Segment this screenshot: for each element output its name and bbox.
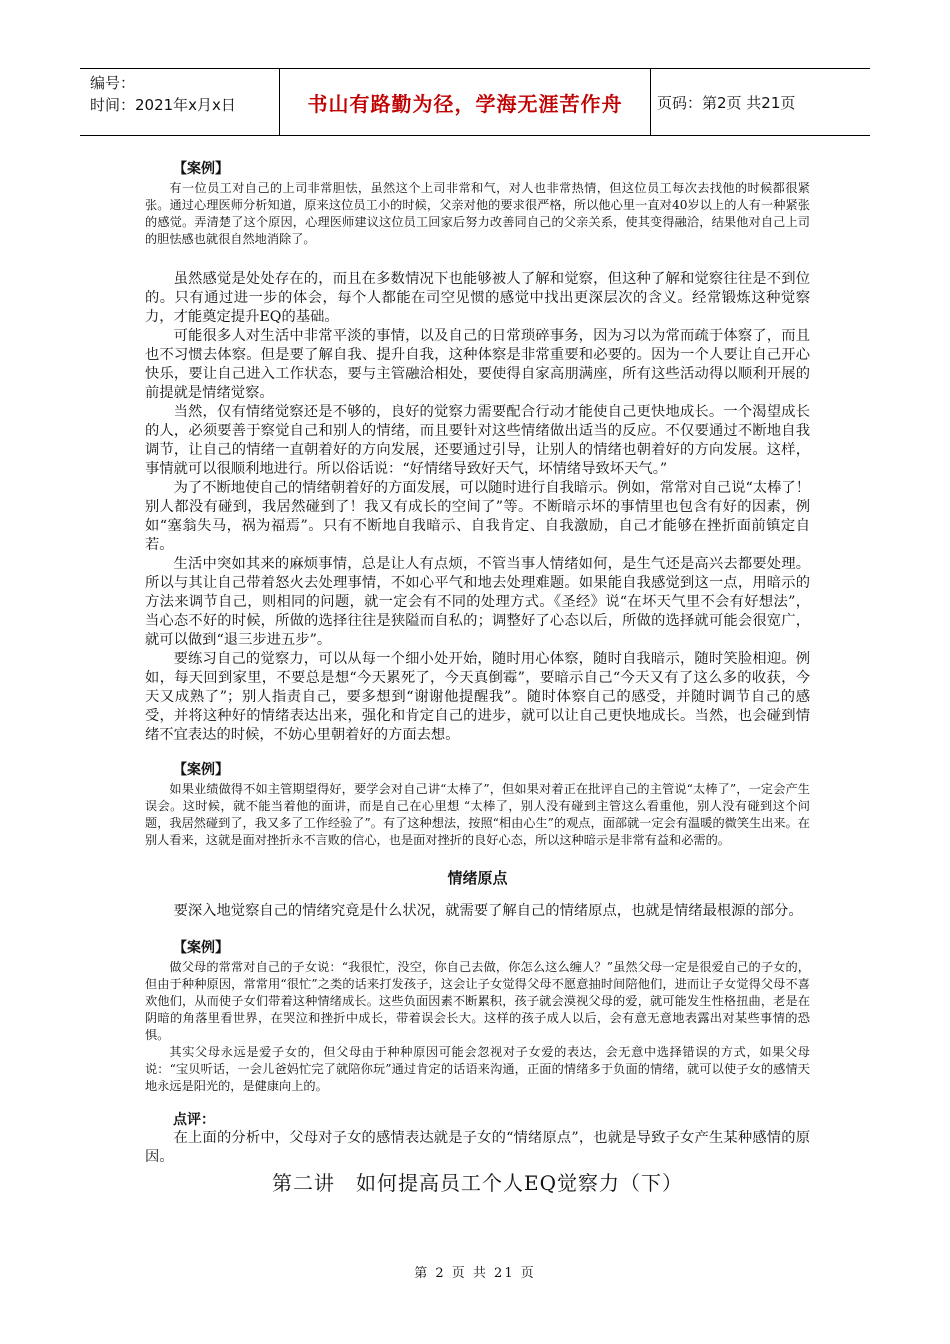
body-paragraph: 可能很多人对生活中非常平淡的事情，以及自己的日常琐碎事务，因为习以为常而疏于体察了，而且也不习惯去体察。但是要了解自我、提升自我，这种体察是非常重要和必要的。因为一个人要让自己开心快乐，要让自己进入工作状态，要与主管融洽相处，要使得自家高朋满座，所有这些活动得以顺利开展的前提就是情绪觉察。 [145,328,810,401]
case-title: 【案例】 [173,161,229,177]
section-heading: 情绪原点 [447,869,508,887]
case-block [145,759,810,849]
case-block [145,937,810,1095]
body-paragraph: 虽然感觉是处处存在的，而且在多数情况下也能够被人了解和觉察，但这种了解和觉察往往是不到位的。只有通过进一步的体会，每个人都能在司空见惯的感觉中找出更深层次的含义。经常锻炼这种觉察力，才能奠定提升EQ的基础。 [145,271,810,325]
page-footer: 第 2 页 共 21 页 [414,1266,536,1281]
case-body: 如果业绩做得不如主管期望得好，要学会对自己讲“太棒了”，但如果对着正在批评自己的主管说“太棒了”，一定会产生误会。这时候，就不能当着他的面讲，而是自己在心里想 “太棒了，别人没有碰到主管这么看重他，别人没有碰到这个问题，我居然碰到了，我又多了工作经验了”。有了这种想法，按照“相由心生”的观点，面部就一定会有温暖的微笑生出来。在别人看来，这就是面对挫折永不言败的信心，也是面对挫折的良好心态，所以这种暗示是非常有益和必需的。 [145,782,810,847]
case-body: 做父母的常常对自己的子女说：“我很忙，没空，你自己去做，你怎么这么缠人？”虽然父母一定是很爱自己的子女的，但由于种种原因，常常用“很忙”之类的话来打发孩子，这会让子女觉得父母不愿意抽时间陪他们，进而让子女觉得父母不喜欢他们，从而使子女们带着这种情绪成长。这些负面因素不断累积，孩子就会漠视父母的爱，就可能发生性格扭曲，老是在阴暗的角落里看世界，在哭泣和挫折中成长，带着误会长大。这样的孩子成人以后，会有意无意地表露出对某些事情的恐惧。 [145,960,810,1042]
page-header [80,68,870,136]
document-number-label: 编号： [90,74,136,92]
case-block [145,158,810,248]
case-body: 其实父母永远是爱子女的，但父母由于种种原因可能会忽视对子女爱的表达，会无意中选择错误的方式，如果父母说：“宝贝听话，一会儿爸妈忙完了就陪你玩”通过肯定的话语来沟通，正面的情绪多于负面的情绪，就可以使子女的感情天地永远是阳光的，是健康向上的。 [145,1045,810,1093]
body-paragraph: 当然，仅有情绪觉察还是不够的，良好的觉察力需要配合行动才能使自己更快地成长。一个渴望成长的人，必须要善于察觉自己和别人的情绪，而且要针对这些情绪做出适当的反应。不仅要通过不断地自我调节，让自己的情绪一直朝着好的方向发展，还要通过引导，让别人的情绪也朝着好的方向发展。这样，事情就可以很顺利地进行。所以俗话说：“好情绪导致好天气，坏情绪导致坏天气。” [145,404,810,477]
document-time-label: 时间：2021年x月x日 [90,96,236,114]
case-body: 有一位员工对自己的上司非常胆怯，虽然这个上司非常和气，对人也非常热情，但这位员工每次去找他的时候都很紧张。通过心理医师分析知道，原来这位员工小的时候，父亲对他的要求很严格，所以他心里一直对40岁以上的人有一种紧张的感觉。弄清楚了这个原因，心理医师建议这位员工回家后努力改善同自己的父亲关系，使其变得融洽，结果他对自己上司的胆怯感也就很自然地消除了。 [145,181,810,246]
body-paragraph: 生活中突如其来的麻烦事情，总是让人有点烦，不管当事人情绪如何，是生气还是高兴去都要处理。所以与其让自己带着怒火去处理事情，不如心平气和地去处理难题。如果能自我感觉到这一点，用暗示的方法来调节自己，则相同的问题，就一定会有不同的处理方式。《圣经》说“在坏天气里不会有好想法”，当心态不好的时候，所做的选择往往是狭隘而自私的；调整好了心态以后，所做的选择就可能会很宽广，就可以做到“退三步进五步”。 [145,556,810,648]
body-paragraph: 要练习自己的觉察力，可以从每一个细小处开始，随时用心体察，随时自我暗示，随时笑脸相迎。例如，每天回到家里，不要总是想“今天累死了，今天真倒霉”，要暗示自己“今天又有了这么多的收获，今天又成熟了”；别人指责自己，要多想到“谢谢他提醒我”。随时体察自己的感受，并随时调节自己的感受，并将这种好的情绪表达出来，强化和肯定自己的进步，就可以让自己更快地成长。当然，也会碰到情绪不宜表达的时候，不妨心里朝着好的方面去想。 [145,651,810,743]
section-paragraph: 要深入地觉察自己的情绪究竟是什么状况，就需要了解自己的情绪原点，也就是情绪最根源的部分。 [173,903,803,919]
case-title: 【案例】 [173,940,229,956]
lecture-title: 第二讲 如何提高员工个人EQ觉察力（下） [272,1171,683,1195]
header-motto: 书山有路勤为径，学海无涯苦作舟 [280,69,651,135]
body-paragraph: 为了不断地使自己的情绪朝着好的方面发展，可以随时进行自我暗示。例如，常常对自己说“太棒了！别人都没有碰到，我居然碰到了！我又有成长的空间了”等。不断暗示坏的事情里也包含有好的因素，例如“塞翁失马，祸为福焉”。只有不断地自我暗示、自我肯定、自我激励，自己才能够在挫折面前镇定自若。 [145,480,810,553]
comment-body: 在上面的分析中，父母对子女的感情表达就是子女的“情绪原点”，也就是导致子女产生某种感情的原因。 [145,1130,810,1165]
case-title: 【案例】 [173,762,229,778]
comment-block [145,1109,810,1167]
header-page-info: 页码：第2页 共21页 [657,93,796,112]
comment-title: 点评： [173,1112,215,1128]
header-meta [80,69,280,135]
document-body [145,158,810,1196]
